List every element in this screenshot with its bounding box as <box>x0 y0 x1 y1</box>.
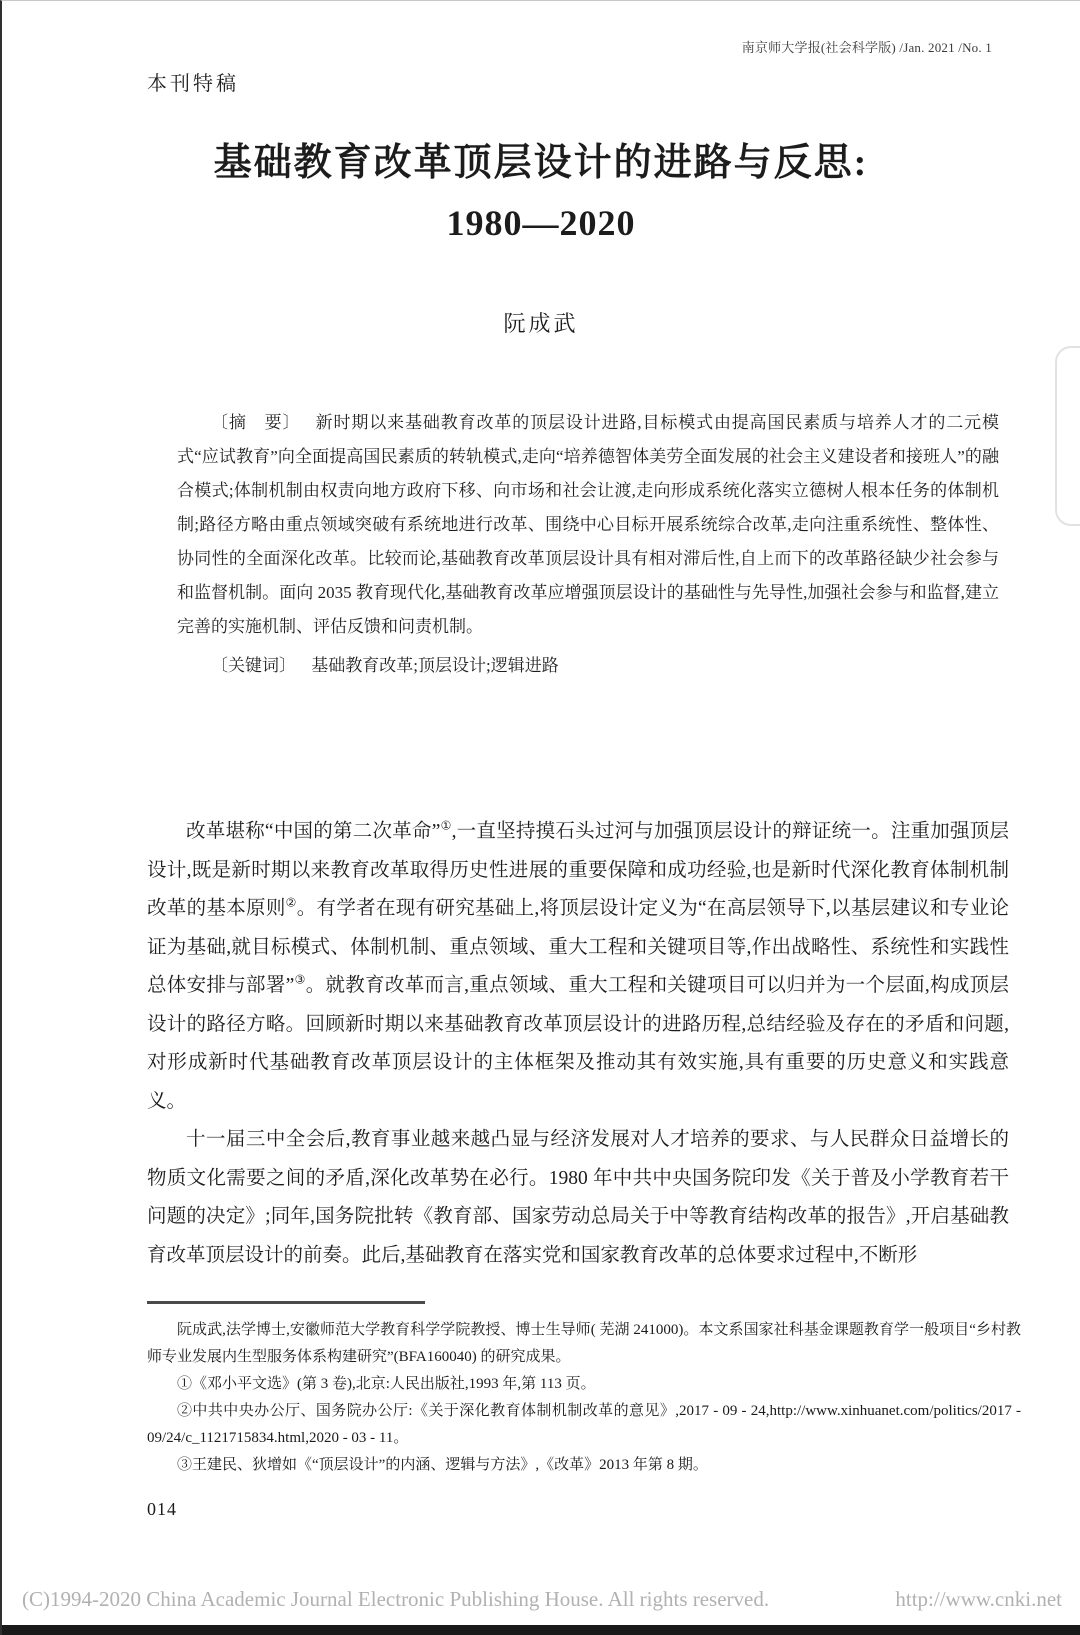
page-number: 014 <box>147 1499 177 1519</box>
body-paragraph-1: 改革堪称“中国的第二次革命”①,一直坚持摸石头过河与加强顶层设计的辩证统一。注重加强顶层设计,既是新时期以来教育改革取得历史性进展的重要保障和成功经验,也是新时代深化教育体制机制改革的基本原则②。有学者在现有研究基础上,将顶层设计定义为“在高层领导下,以基层建议和专业论证为基础,就目标模式、体制机制、重点领域、重大工程和关键项目等,作出战略性、系统性和实践性总体安排与部署”③。就教育改革而言,重点领域、重大工程和关键项目可以归并为一个层面,构成顶层设计的路径方略。回顾新时期以来基础教育改革顶层设计的进路历程,总结经验及存在的矛盾和问题,对形成新时代基础教育改革顶层设计的主体框架及推动其有效实施,具有重要的历史意义和实践意义。 <box>147 818 1009 1112</box>
column-label: 本刊特稿 <box>147 73 239 95</box>
article-title-block <box>2 131 1080 244</box>
abstract-label: 〔摘 要〕 <box>211 413 301 432</box>
copyright-watermark <box>22 1587 1062 1612</box>
abstract-paragraph <box>177 406 999 644</box>
article-body <box>147 813 1009 1275</box>
scrollbar-thumb[interactable] <box>1055 346 1080 526</box>
keywords-text: 基础教育改革;顶层设计;逻辑进路 <box>311 656 559 675</box>
keywords-label: 〔关键词〕 <box>211 656 296 675</box>
cnki-url: http://www.cnki.net <box>895 1587 1062 1611</box>
bottom-edge-bar <box>2 1625 1080 1635</box>
copyright-text: (C)1994-2020 China Academic Journal Electronic Publishing House. All rights reserved. <box>22 1587 770 1611</box>
footnote-item-1: ①《邓小平文选》(第 3 卷),北京:人民出版社,1993 年,第 113 页。 <box>177 1376 596 1392</box>
footnotes-block <box>147 1317 1021 1479</box>
author-name: 阮成武 <box>503 311 579 336</box>
body-paragraph-2: 十一届三中全会后,教育事业越来越凸显与经济发展对人才培养的要求、与人民群众日益增长的物质文化需要之间的矛盾,深化改革势在必行。1980 年中共中央国务院印发《关于普及小学教育若干问题的决定》;同年,国务院批转《教育部、国家劳动总局关于中等教育结构改革的报告》,开启基础教育改革顶层设计的前奏。此后,基础教育在落实党和国家教育改革的总体要求过程中,不断形 <box>147 1129 1009 1266</box>
abstract-block <box>177 406 999 683</box>
footnote-item-3: ③王建民、狄增如《“顶层设计”的内涵、逻辑与方法》,《改革》2013 年第 8 期。 <box>177 1457 708 1473</box>
footnote-item-2: ②中共中央办公厅、国务院办公厅:《关于深化教育体制机制改革的意见》,2017 - 09 - 24,http://www.xinhuanet.com/politics/2017 - 09/24/c_1121715834.html,2020 - 03 - 11。 <box>147 1403 1021 1446</box>
article-title-line1: 基础教育改革顶层设计的进路与反思: <box>213 142 869 184</box>
article-title-line2: 1980—2020 <box>446 203 636 243</box>
journal-header: 南京师大学报(社会科学版) /Jan. 2021 /No. 1 <box>741 40 992 55</box>
footnote-separator-rule <box>147 1301 425 1304</box>
keywords-line <box>177 649 999 683</box>
abstract-text: 新时期以来基础教育改革的顶层设计进路,目标模式由提高国民素质与培养人才的二元模式“应试教育”向全面提高国民素质的转轨模式,走向“培养德智体美劳全面发展的社会主义建设者和接班人”的融合模式;体制机制由权责向地方政府下移、向市场和社会让渡,走向形成系统化落实立德树人根本任务的体制机制;路径方略由重点领域突破有系统地进行改革、围绕中心目标开展系统综合改革,走向注重系统性、整体性、协同性的全面深化改革。比较而论,基础教育改革顶层设计具有相对滞后性,自上而下的改革路径缺少社会参与和监督机制。面向 2035 教育现代化,基础教育改革应增强顶层设计的基础性与先导性,加强社会参与和监督,建立完善的实施机制、评估反馈和问责机制。 <box>177 413 1000 636</box>
author-affiliation-note: 阮成武,法学博士,安徽师范大学教育科学学院教授、博士生导师( 芜湖 241000)。本文系国家社科基金课题教育学一般项目“乡村教师专业发展内生型服务体系构建研究”(BFA160040) 的研究成果。 <box>147 1322 1021 1365</box>
